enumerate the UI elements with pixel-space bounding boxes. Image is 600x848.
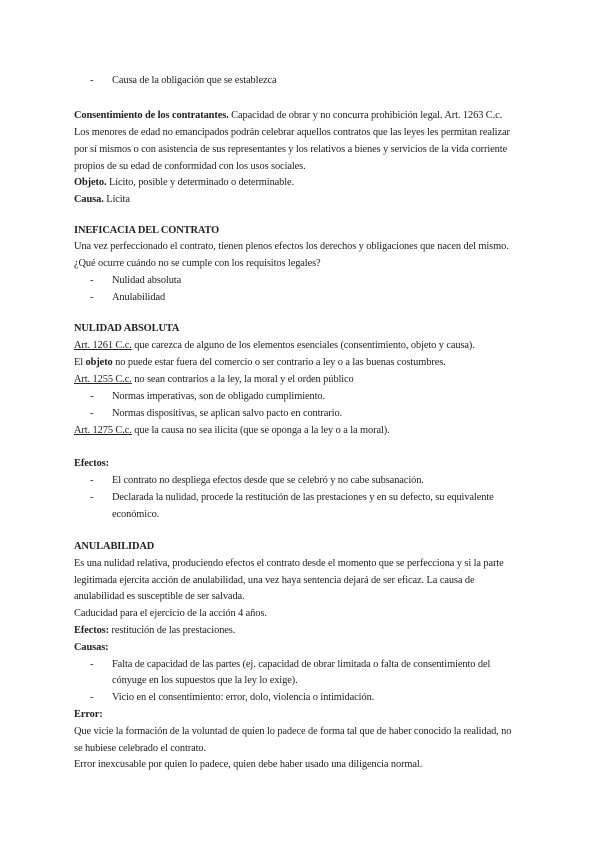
text-line: Efectos: restitución de las prestaciones. [74, 625, 236, 636]
error-heading: Error: [74, 709, 103, 720]
text-line: Art. 1255 C.c. no sean contrarios a la ley, la moral y el orden público [74, 374, 354, 385]
list-item: - Causa de la obligación que se establezca [90, 75, 277, 86]
text-line: se hubiese celebrado el contrato. [74, 743, 207, 754]
causas-heading: Causas: [74, 642, 109, 653]
consentimiento-paragraph: Consentimiento de los contratantes. Capacidad de obrar y no concurra prohibición legal. Art. 1263 C.c. [74, 110, 503, 121]
text-line: económico. [112, 509, 160, 520]
list-item: - Anulabilidad [90, 292, 166, 303]
article-reference: Art. 1255 C.c. [74, 374, 132, 385]
objeto-paragraph: Objeto. Lícito, posible y determinado o determinable. [74, 177, 295, 188]
text-line: Una vez perfeccionado el contrato, tienen plenos efectos los derechos y obligaciones que nacen del mismo. [74, 241, 509, 252]
list-item: - Normas dispositivas, se aplican salvo pacto en contrario. [90, 408, 343, 419]
causa-paragraph: Causa. Lícita [74, 194, 130, 205]
section-heading: INEFICACIA DEL CONTRATO [74, 225, 220, 236]
article-reference: Art. 1261 C.c. [74, 340, 132, 351]
text-line: legitimada ejercita acción de anulabilidad, una vez haya sentencia dejará de ser eficaz. La causa de [74, 575, 475, 586]
text-line: por sí mismos o con asistencia de sus representantes y los relativos a bienes y servicios de la vida corriente [74, 144, 508, 155]
text-line: Art. 1261 C.c. que carezca de alguno de los elementos esenciales (consentimiento, objeto y causa). [74, 340, 475, 351]
text-line: Error inexcusable por quien lo padece, quien debe haber usado una diligencia normal. [74, 759, 423, 770]
efectos-heading: Efectos: [74, 458, 109, 469]
list-item: - Normas imperativas, son de obligado cumplimiento. [90, 391, 325, 402]
list-item: - Falta de capacidad de las partes (ej. capacidad de obrar limitada o falta de consentimiento del [90, 659, 491, 670]
list-item: - Vicio en el consentimiento: error, dolo, violencia o intimidación. [90, 692, 375, 703]
text-line: propios de su edad de conformidad con los usos sociales. [74, 161, 306, 172]
list-item: - El contrato no despliega efectos desde que se celebró y no cabe subsanación. [90, 475, 424, 486]
text-line: Art. 1275 C.c. que la causa no sea ilícita (que se oponga a la ley o a la moral). [74, 425, 390, 436]
text-line: anulabilidad es susceptible de ser salvada. [74, 591, 245, 602]
section-heading: ANULABILIDAD [74, 541, 155, 552]
text-line: El objeto no puede estar fuera del comercio o ser contrario a ley o a las buenas costumbres. [74, 357, 446, 368]
article-reference: Art. 1275 C.c. [74, 425, 132, 436]
text-line: ¿Qué ocurre cuándo no se cumple con los requisitos legales? [74, 258, 321, 269]
text-line: Que vicie la formación de la voluntad de quien lo padece de forma tal que de haber conocido la realidad, no [74, 726, 512, 737]
text-line: Los menores de edad no emancipados podrán celebrar aquellos contratos que las leyes les permitan realizar [74, 127, 510, 138]
list-item: - Nulidad absoluta [90, 275, 182, 286]
text-line: cónyuge en los supuestos que la ley lo exige). [112, 675, 298, 686]
list-item: - Declarada la nulidad, procede la restitución de las prestaciones y en su defecto, su equivalente [90, 492, 494, 503]
section-heading: NULIDAD ABSOLUTA [74, 323, 180, 334]
consentimiento-label: Consentimiento de los contratantes. [74, 110, 229, 121]
text-line: Caducidad para el ejercicio de la acción 4 años. [74, 608, 267, 619]
text-line: Es una nulidad relativa, produciendo efectos el contrato desde el momento que se perfecciona y si la parte [74, 558, 504, 569]
